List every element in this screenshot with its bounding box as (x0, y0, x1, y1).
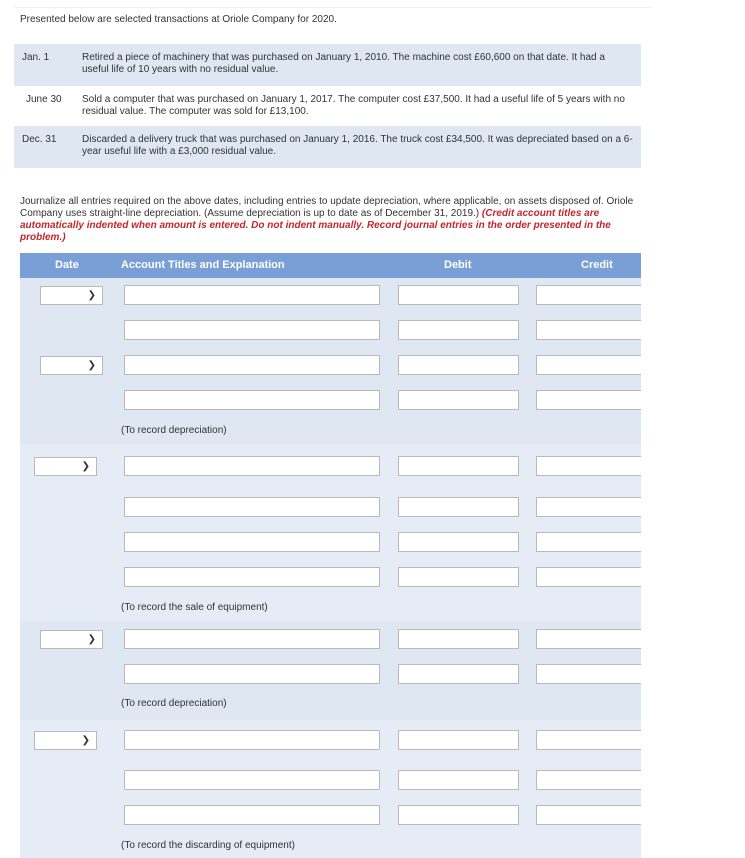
credit-input[interactable] (536, 390, 641, 410)
instructions-main: Journalize all entries required on the above dates, including entries to update depreciation, where applicable, on assets disposed of. Oriole Company uses straight-line depreciation. (Assume depreciation is up to date as of December 31, 2019.) (20, 196, 634, 219)
date-select[interactable] (34, 731, 97, 750)
credit-input[interactable] (536, 355, 641, 375)
credit-input[interactable] (536, 532, 641, 552)
account-input[interactable] (124, 320, 380, 340)
debit-input[interactable] (398, 390, 519, 410)
transaction-text: Retired a piece of machinery that was purchased on January 1, 2010. The machine cost £60,600 on that date. It had a useful life of 10 years with no residual value. (82, 52, 605, 75)
credit-input[interactable] (536, 285, 641, 305)
chevron-down-icon: ❯ (87, 290, 96, 301)
journal-header (20, 253, 641, 278)
debit-input[interactable] (398, 355, 519, 375)
entry-note: (To record the discarding of equipment) (121, 840, 295, 851)
entry-note: (To record the sale of equipment) (121, 602, 268, 613)
debit-input[interactable] (398, 497, 519, 517)
transaction-row (14, 44, 641, 86)
top-divider (14, 7, 651, 8)
chevron-down-icon: ❯ (81, 461, 90, 472)
header-date: Date (55, 259, 79, 271)
transaction-date: Dec. 31 (22, 134, 57, 145)
account-input[interactable] (124, 355, 380, 375)
transaction-row (14, 86, 641, 126)
header-account: Account Titles and Explanation (121, 259, 285, 271)
account-input[interactable] (124, 285, 380, 305)
debit-input[interactable] (398, 629, 519, 649)
credit-input[interactable] (536, 497, 641, 517)
chevron-down-icon: ❯ (87, 634, 96, 645)
date-select[interactable] (40, 286, 103, 305)
chevron-down-icon: ❯ (81, 735, 90, 746)
account-input[interactable] (124, 730, 380, 750)
instructions-emphasis: (Credit account titles are automatically indented when amount is entered. Do not indent manually. Record journal entries in the order presented in the problem.) (20, 208, 611, 243)
debit-input[interactable] (398, 730, 519, 750)
date-select[interactable] (40, 630, 103, 649)
account-input[interactable] (124, 497, 380, 517)
entry-note: (To record depreciation) (121, 698, 227, 709)
credit-input[interactable] (536, 567, 641, 587)
date-select[interactable] (40, 356, 103, 375)
account-input[interactable] (124, 805, 380, 825)
transaction-date: Jan. 1 (22, 52, 50, 63)
credit-input[interactable] (536, 320, 641, 340)
credit-input[interactable] (536, 805, 641, 825)
credit-input[interactable] (536, 664, 641, 684)
transaction-row (14, 126, 641, 168)
account-input[interactable] (124, 664, 380, 684)
date-select[interactable] (34, 457, 97, 476)
credit-input[interactable] (536, 456, 641, 476)
transaction-text: Sold a computer that was purchased on January 1, 2017. The computer cost £37,500. It had a useful life of 5 years with no residual value. The computer was sold for £13,100. (82, 94, 625, 117)
entry-note: (To record depreciation) (121, 425, 227, 436)
debit-input[interactable] (398, 770, 519, 790)
account-input[interactable] (124, 456, 380, 476)
account-input[interactable] (124, 532, 380, 552)
problem-intro: Presented below are selected transactions at Oriole Company for 2020. (20, 14, 337, 25)
instructions (20, 196, 645, 244)
header-debit: Debit (444, 259, 472, 271)
debit-input[interactable] (398, 664, 519, 684)
account-input[interactable] (124, 567, 380, 587)
debit-input[interactable] (398, 320, 519, 340)
chevron-down-icon: ❯ (87, 360, 96, 371)
credit-input[interactable] (536, 629, 641, 649)
account-input[interactable] (124, 770, 380, 790)
debit-input[interactable] (398, 285, 519, 305)
credit-input[interactable] (536, 730, 641, 750)
debit-input[interactable] (398, 805, 519, 825)
header-credit: Credit (581, 259, 613, 271)
transaction-date: June 30 (26, 94, 62, 105)
account-input[interactable] (124, 629, 380, 649)
debit-input[interactable] (398, 567, 519, 587)
credit-input[interactable] (536, 770, 641, 790)
account-input[interactable] (124, 390, 380, 410)
transaction-text: Discarded a delivery truck that was purchased on January 1, 2016. The truck cost £34,500. It was depreciated based on a 6-year useful life with a £3,000 residual value. (82, 134, 633, 157)
debit-input[interactable] (398, 456, 519, 476)
debit-input[interactable] (398, 532, 519, 552)
